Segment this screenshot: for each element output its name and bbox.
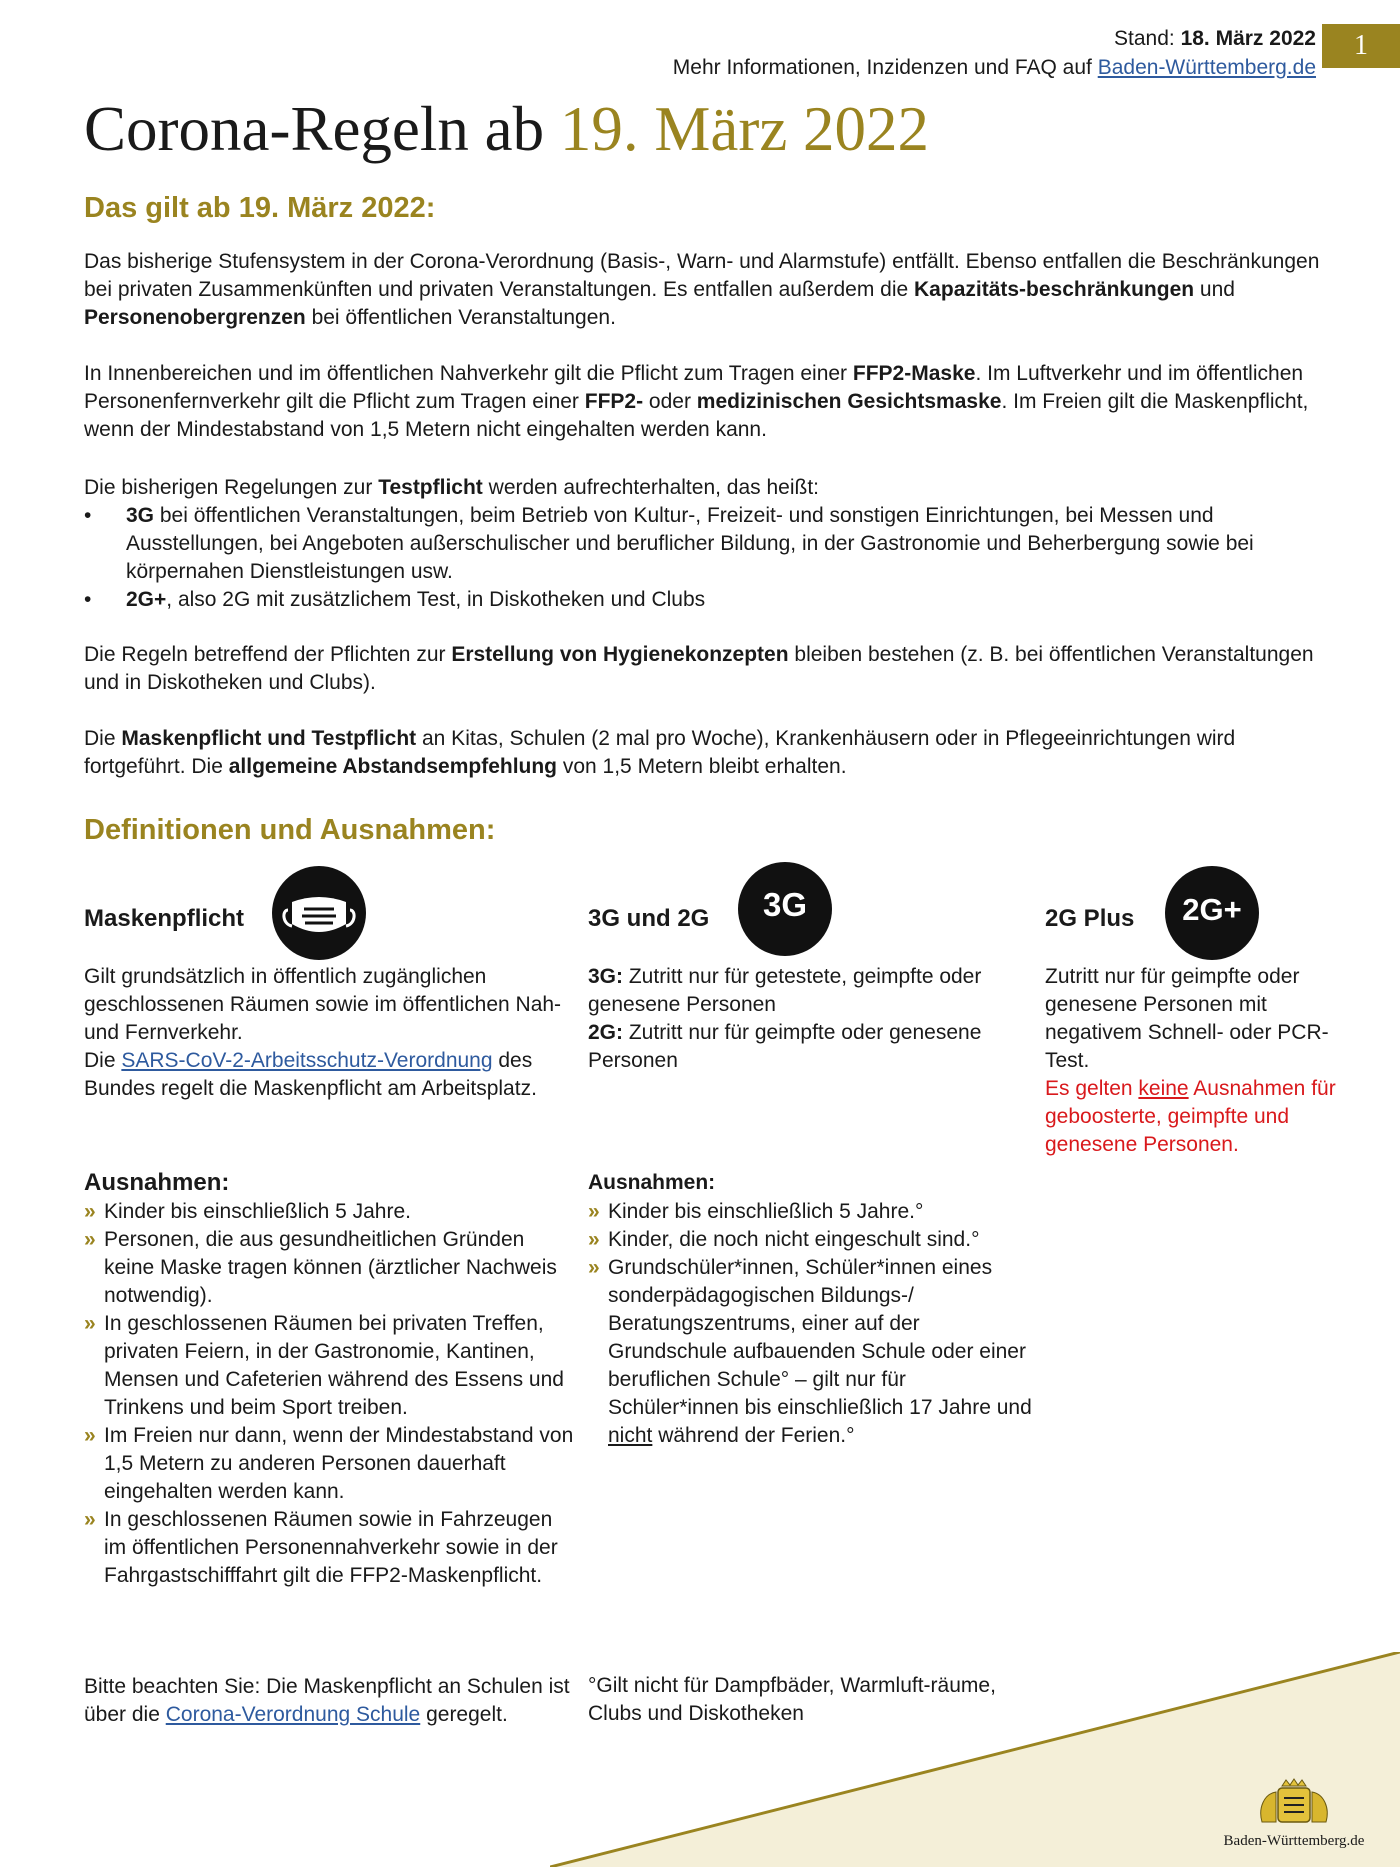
maskenpflicht-title: Maskenpflicht [84,905,245,932]
list-item [588,1226,1038,1254]
arrow-icon: » [84,1424,96,1447]
2g-line [588,1019,1028,1075]
title-date: 19. März 2022 [559,94,930,164]
paragraph-maske [84,360,1324,444]
text: oder [643,390,697,413]
list-item [84,1310,574,1422]
bold-text: 2G: [588,1021,624,1044]
list-item [84,1422,574,1506]
testpflicht-intro [84,474,1324,502]
testpflicht-list [84,502,1324,614]
text: In geschlossenen Räumen bei privaten Treffen, privaten Feiern, in der Gastronomie, Kantinen, Mensen und Cafeterien während des Essens und Trinkens und beim Sport treiben. [104,1312,564,1419]
bold-text: 2G+ [126,588,167,611]
list-item [84,1198,574,1226]
arrow-icon: » [84,1508,96,1531]
maskenpflicht-description [84,963,574,1103]
bold-text: Erstellung von Hygienekonzepten [451,643,789,666]
text: bleiben bestehen (z. B. bei öffentlichen Veranstaltungen und in Diskotheken und Clubs). [84,643,1314,694]
arrow-icon: » [84,1312,96,1335]
bold-text: Kapazitäts-beschränkungen [914,278,1195,301]
text: Die [84,1049,122,1072]
text: Die Regeln betreffend der Pflichten zur [84,643,452,666]
header-info [673,24,1316,82]
2g-plus-title: 2G Plus [1045,905,1135,932]
text: bei öffentlichen Veranstaltungen. [305,306,616,329]
info-line [673,53,1316,82]
no-exceptions-warning [1045,1075,1345,1159]
bold-text: FFP2- [584,390,644,413]
bold-text: allgemeine Abstandsempfehlung [228,755,558,778]
text: . Im Freien gilt die Maskenpflicht, wenn der Mindestabstand von 1,5 Metern nicht eingehalten werden kann. [84,390,1309,441]
text: Kinder bis einschließlich 5 Jahre.° [608,1200,924,1223]
bold-text: medizinischen Gesichtsmaske [696,390,1002,413]
bullet-icon: • [84,588,92,611]
text: , also 2G mit zusätzlichem Test, in Diskotheken und Clubs [166,588,706,611]
text: während der Ferien.° [652,1424,855,1447]
text: Grundschüler*innen, Schüler*innen eines sonderpädagogischen Bildungs-/ Beratungszentrums, einer auf der Grundschule aufbauenden Schule oder einer beruflichen Schule° – gilt nur für Schüler*innen bis einschließlich 17 Jahre und [608,1256,1032,1419]
text: von 1,5 Metern bleibt erhalten. [557,755,847,778]
text: Das bisherige Stufensystem in der Corona-Verordnung (Basis-, Warn- und Alarmstufe) entfällt. Ebenso entfallen die Beschränkungen bei privaten Zusammenkünften und privaten Veranstaltungen. Es entfallen außerdem die [84,250,1320,301]
page-title [84,93,929,165]
bold-text: Personenobergrenzen [84,306,306,329]
bold-text: 3G [126,504,155,527]
text: Bitte beachten Sie: Die Maskenpflicht an Schulen ist über die [84,1675,570,1726]
underlined-text: nicht [608,1424,653,1447]
text: Zutritt nur für geimpfte oder genesene Personen [588,1021,982,1072]
text: des Bundes regelt die Maskenpflicht am Arbeitsplatz. [84,1049,537,1100]
list-item [84,586,1324,614]
maskenpflicht-exceptions [84,1168,574,1590]
info-text: Mehr Informationen, Inzidenzen und FAQ auf [672,56,1098,79]
section-heading-definitionen: Definitionen und Ausnahmen: [84,814,496,846]
list-item [588,1254,1038,1450]
exceptions-title: Ausnahmen: [84,1169,230,1196]
3g-line [588,963,1028,1019]
text: Es gelten [1045,1077,1139,1100]
exceptions-list [84,1198,574,1590]
arbeitsschutz-line [84,1047,574,1103]
bold-text: 3G: [588,965,624,988]
arrow-icon: » [84,1200,96,1223]
bold-text: FFP2-Maske [852,362,976,385]
text: In geschlossenen Räumen sowie in Fahrzeugen im öffentlichen Personennahverkehr sowie in der Fahrgastschifffahrt gilt die FFP2-Maskenpflicht. [104,1508,558,1587]
3g-2g-description [588,963,1028,1075]
text: bei öffentlichen Veranstaltungen, beim Betrieb von Kultur-, Freizeit- und sonstigen Einrichtungen, bei Messen und Ausstellungen, bei Angeboten außerschulischer und beruflicher Bildung, in der Gastronomie und Beherbergung sowie bei körpernahen Dienstleistungen usw. [126,504,1254,583]
paragraph-stufensystem [84,248,1324,332]
text: . Im Luftverkehr und im öffentlichen Personenfernverkehr gilt die Pflicht zum Tragen einer [84,362,1304,413]
text: In Innenbereichen und im öffentlichen Nahverkehr gilt die Pflicht zum Tragen einer [84,362,853,385]
text: geregelt. [420,1703,508,1726]
2g-plus-badge: 2G+ [1165,866,1259,960]
text: an Kitas, Schulen (2 mal pro Woche), Krankenhäusern oder in Pflegeeinrichtungen wird fortgeführt. Die [84,727,1236,778]
bold-text: Testpflicht [378,476,483,499]
text: Kinder, die noch nicht eingeschult sind.° [608,1228,980,1251]
text: Zutritt nur für geimpfte oder genesene Personen mit negativem Schnell- oder PCR-Test. [1045,965,1329,1072]
text: Im Freien nur dann, wenn der Mindestabstand von 1,5 Metern zu anderen Personen dauerhaft eingehalten werden kann. [104,1424,574,1503]
corona-verordnung-schule-link[interactable]: Corona-Verordnung Schule [165,1703,421,1726]
logo-text: Baden-Württemberg.de [1223,1833,1365,1849]
title-main: Corona-Regeln ab [84,94,560,164]
text: Gilt grundsätzlich in öffentlich zugänglichen geschlossenen Räumen sowie im öffentlichen Nah- und Fernverkehr. [84,965,562,1044]
stand-label: Stand: [1114,27,1175,50]
exceptions-title: Ausnahmen: [588,1171,716,1194]
2g-plus-description [1045,963,1345,1159]
bw-website-link[interactable]: Baden-Württemberg.de [1097,56,1316,79]
bold-text: Maskenpflicht und Testpflicht [121,727,417,750]
arbeitsschutz-verordnung-link[interactable]: SARS-CoV-2-Arbeitsschutz-Verordnung [121,1049,493,1072]
paragraph-hygienekonzepte [84,641,1324,697]
list-item [84,1506,574,1590]
3g-2g-title: 3G und 2G [588,905,710,932]
3g-2g-exceptions [588,1168,1038,1450]
stand-date: 18. März 2022 [1180,27,1316,50]
underlined-text: keine [1138,1077,1189,1100]
face-mask-icon [272,866,366,960]
text: Die bisherigen Regelungen zur [84,476,379,499]
text: Ausnahmen für geboosterte, geimpfte und genesene Personen. [1045,1077,1336,1156]
arrow-icon: » [588,1228,600,1251]
list-item [588,1198,1038,1226]
bullet-icon: • [84,504,92,527]
text: und [1194,278,1235,301]
section-heading-gilt: Das gilt ab 19. März 2022: [84,192,436,224]
paragraph-schulen [84,725,1324,781]
text: werden aufrechterhalten, das heißt: [482,476,820,499]
bw-logo [1210,1778,1378,1850]
coat-of-arms-icon [1210,1778,1378,1826]
text: Zutritt nur für getestete, geimpfte oder genesene Personen [588,965,982,1016]
list-item [84,502,1324,586]
page-number: 1 [1322,24,1400,68]
arrow-icon: » [588,1200,600,1223]
stand-line [673,24,1316,53]
text: Kinder bis einschließlich 5 Jahre. [104,1200,411,1223]
exceptions-list [588,1198,1038,1450]
schule-note [84,1673,574,1729]
arrow-icon: » [588,1256,600,1279]
paragraph-testpflicht [84,474,1324,614]
footnote: °Gilt nicht für Dampfbäder, Warmluft-räume, Clubs und Diskotheken [588,1674,996,1725]
list-item [84,1226,574,1310]
arrow-icon: » [84,1228,96,1251]
text: Die [84,727,122,750]
3g-badge: 3G [738,862,832,956]
text: Personen, die aus gesundheitlichen Gründen keine Maske tragen können (ärztlicher Nachweis notwendig). [104,1228,557,1307]
